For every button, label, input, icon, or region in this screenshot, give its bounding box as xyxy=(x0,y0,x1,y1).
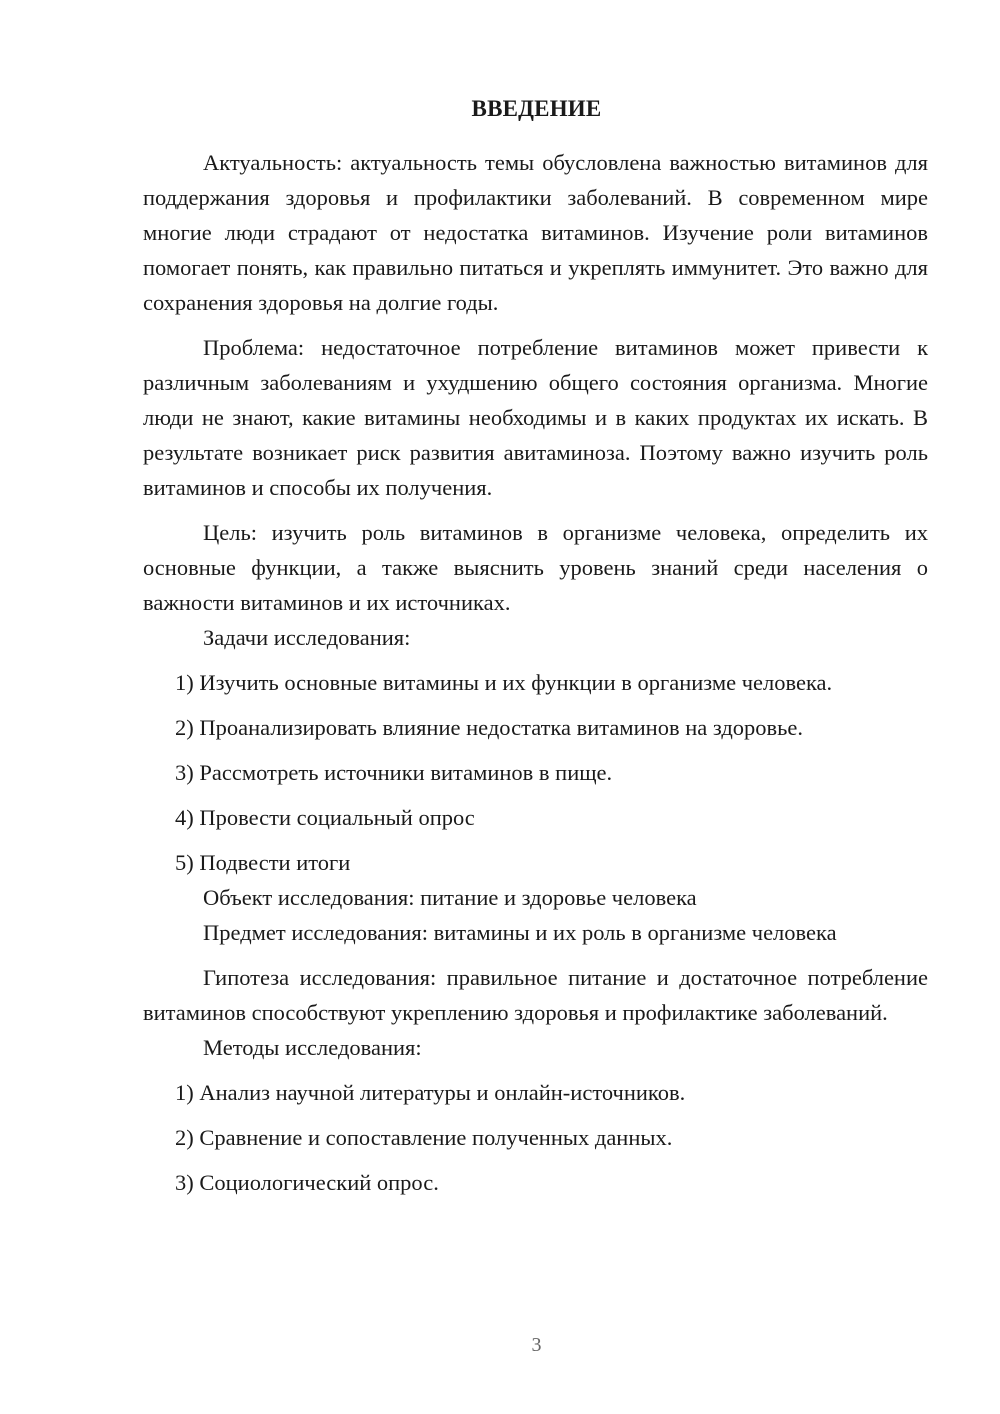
list-item-method-3: 3) Социологический опрос. xyxy=(175,1170,439,1195)
list-item-task-1: 1) Изучить основные витамины и их функции в организме человека. xyxy=(175,670,833,695)
list-item-method-1: 1) Анализ научной литературы и онлайн-источников. xyxy=(175,1080,686,1105)
list-item-task-5: 5) Подвести итоги xyxy=(175,850,351,875)
methods-title: Методы исследования: xyxy=(203,1035,422,1060)
tasks-title: Задачи исследования: xyxy=(203,625,411,650)
list-item-task-2: 2) Проанализировать влияние недостатка витаминов на здоровье. xyxy=(175,715,804,740)
paragraph-relevance: Актуальность: актуальность темы обусловлена важностью витаминов для поддержания здоровья и профилактики заболеваний. В современном мире многие люди страдают от недостатка витаминов. Изучение роли витаминов помогает понять, как правильно питаться и укреплять иммунитет. Это важно для сохранения здоровья на долгие годы. xyxy=(143,150,928,315)
paragraph-hypothesis: Гипотеза исследования: правильное питание и достаточное потребление витаминов способствуют укреплению здоровья и профилактике заболеваний. xyxy=(143,965,928,1025)
page-number: 3 xyxy=(531,1334,542,1356)
methods-list xyxy=(143,1075,928,1200)
list-item-task-4: 4) Провести социальный опрос xyxy=(175,805,475,830)
list-item-method-2: 2) Сравнение и сопоставление полученных данных. xyxy=(175,1125,673,1150)
paragraph-problem: Проблема: недостаточное потребление витаминов может привести к различным заболеваниям и ухудшению общего состояния организма. Многие люди не знают, какие витамины необходимы и в каких продуктах их искать. В результате возникает риск развития авитаминоза. Поэтому важно изучить роль витаминов и способы их получения. xyxy=(143,335,928,500)
paragraph-object: Объект исследования: питание и здоровье человека xyxy=(203,885,697,910)
paragraph-goal: Цель: изучить роль витаминов в организме человека, определить их основные функции, а также выяснить уровень знаний среди населения о важности витаминов и их источниках. xyxy=(143,520,928,615)
paragraph-subject: Предмет исследования: витамины и их роль в организме человека xyxy=(203,920,837,945)
list-item-task-3: 3) Рассмотреть источники витаминов в пище. xyxy=(175,760,613,785)
section-heading: ВВЕДЕНИЕ xyxy=(471,96,602,121)
document-body xyxy=(143,145,928,1200)
tasks-list xyxy=(143,665,928,880)
